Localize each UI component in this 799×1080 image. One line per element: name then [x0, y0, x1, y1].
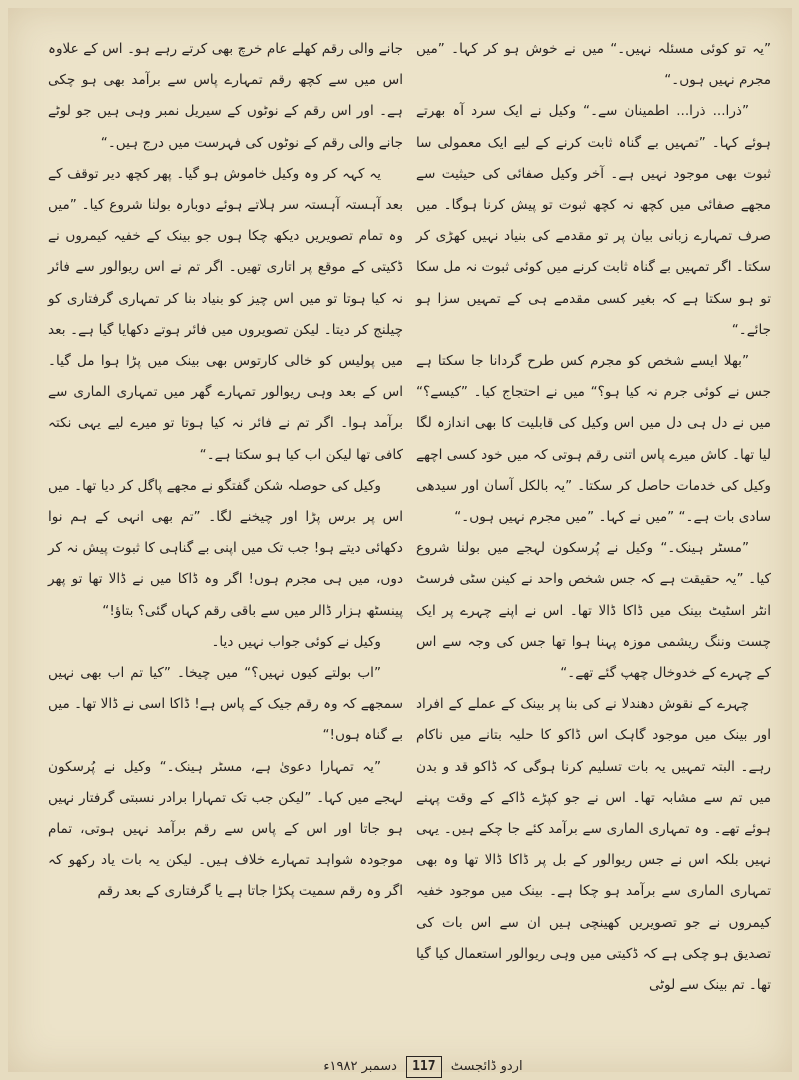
page-number: 117	[406, 1056, 441, 1078]
paragraph: ”ذرا... ذرا... اطمینان سے۔“ وکیل نے ایک سرد آہ بھرتے ہوئے کہا۔ ”تمہیں بے گناہ ثابت کرنے کے لیے ایک معمولی سا ثبوت بھی موجود نہیں ہے۔ آخر وکیل صفائی کی حیثیت سے مجھے صفائی میں کچھ نہ کچھ ثبوت تو پیش کرنا ہوگا۔ میں صرف تمہارے زبانی بیان پر تو مقدمے کی بنیاد نہیں کھڑی کر سکتا۔ اگر تمہیں بے گناہ ثابت کرنے میں کوئی ثبوت نہ مل سکا تو ہو سکتا ہے کہ بغیر کسی مقدمے ہی کے تمہیں سزا ہو جائے۔“	[416, 103, 771, 338]
paragraph: ”بھلا ایسے شخص کو مجرم کس طرح گردانا جا سکتا ہے جس نے کوئی جرم نہ کیا ہو؟“ میں نے احتجاج کیا۔ ”کیسے؟“ میں نے دل ہی دل میں اس وکیل کی قابلیت کا بھی اندازہ لگا لیا تھا۔ کاش میرے پاس اتنی رقم ہوتی کہ میں خود کسی اچھے وکیل کی خدمات حاصل کر سکتا۔ ”یہ بالکل آسان اور سیدھی سادی بات ہے۔“ ”میں نے کہا۔ ”میں مجرم نہیں ہوں۔“	[416, 353, 771, 526]
paragraph: ”اب بولتے کیوں نہیں؟“ میں چیخا۔ ”کیا تم اب بھی نہیں سمجھے کہ وہ رقم جیک کے پاس ہے! ڈاکا اسی نے ڈالا تھا۔ میں بے گناہ ہوں!“	[48, 665, 403, 744]
text-column-right	[416, 34, 771, 1001]
paragraph: یہ کہہ کر وہ وکیل خاموش ہو گیا۔ پھر کچھ دیر توقف کے بعد آہستہ آہستہ سر ہلاتے ہوئے دوبارہ بولنا شروع کیا۔ ”میں وہ تمام تصویریں دیکھ چکا ہوں جو بینک کے خفیہ کیمروں نے ڈکیتی کے موقع پر اتاری تھیں۔ اگر تم نے اس ریوالور سے فائر نہ کیا ہوتا تو میں اس چیز کو بنیاد بنا کر تمہاری گرفتاری کو چیلنج کر دیتا۔ لیکن تصویروں میں فائر ہوتے دکھایا گیا ہے۔ بعد میں پولیس کو خالی کارتوس بھی بینک میں پڑا ہوا مل گیا۔ اس کے بعد وہی ریوالور تمہارے گھر میں تمہاری الماری سے برآمد ہوا۔ اگر تم نے فائر نہ کیا ہوتا تو میرے لیے یہی نکتہ کافی تھا لیکن اب کیا ہو سکتا ہے۔“	[48, 165, 403, 463]
paragraph: وکیل کی حوصلہ شکن گفتگو نے مجھے پاگل کر دیا تھا۔ میں اس پر برس پڑا اور چیخنے لگا۔ ”تم بھی انہی کے ہم نوا دکھائی دیتے ہو! جب تک میں اپنی بے گناہی کا ثبوت پیش نہ کر دوں، میں ہی مجرم ہوں! اگر وہ ڈاکا میں نے ڈالا تھا تو پھر پینسٹھ ہزار ڈالر میں سے باقی رقم کہاں گئی؟ بتاؤ!“	[48, 477, 403, 619]
paragraph: ”یہ تمہارا دعویٰ ہے، مسٹر ہینک۔“ وکیل نے پُرسکون لہجے میں کہا۔ ”لیکن جب تک تمہارا برادر نسبتی گرفتار نہیں ہو جاتا اور اس کے پاس سے رقم برآمد نہیں ہوتی، تمام موجودہ شواہد تمہارے خلاف ہیں۔ لیکن یہ بات یاد رکھو کہ اگر وہ رقم سمیت پکڑا جاتا ہے یا گرفتاری کے بعد رقم	[48, 758, 403, 900]
paragraph: چہرے کے نقوش دھندلا نے کی بنا پر بینک کے عملے کے افراد اور بینک میں موجود گاہک اس ڈاکو کا حلیہ بتانے میں ناکام رہے۔ البتہ تمہیں یہ بات تسلیم کرنا ہوگی کہ ڈاکو قد و بدن میں تم سے مشابہ تھا۔ اس نے جو کپڑے ڈاکے کے وقت پہنے ہوئے تھے۔ وہ تمہاری الماری سے برآمد کئے جا چکے ہیں۔ یہی نہیں بلکہ اس نے جس ریوالور کے بل پر ڈاکا ڈالا تھا وہ بھی تمہاری الماری سے برآمد ہو چکا ہے۔ بینک میں موجود خفیہ کیمروں نے جو تصویریں کھینچی ہیں ان سے اس بات کی تصدیق ہو چکی ہے کہ ڈکیتی میں وہی ریوالور استعمال کیا گیا تھا۔ تم بینک سے لوٹی	[416, 696, 771, 994]
paragraph: جانے والی رقم کھلے عام خرچ بھی کرتے رہے ہو۔ اس کے علاوہ اس میں سے کچھ رقم تمہارے پاس سے برآمد بھی ہو چکی ہے۔ اور اس رقم کے نوٹوں کے سیریل نمبر وہی ہیں جو لوٹے جانے والی رقم کے نوٹوں کی فہرست میں درج ہیں۔“	[48, 41, 403, 151]
paragraph: ”مسٹر ہینک۔“ وکیل نے پُرسکون لہجے میں بولنا شروع کیا۔ ”یہ حقیقت ہے کہ جس شخص واحد نے کینن سٹی فرسٹ انٹر اسٹیٹ بینک میں ڈاکا ڈالا تھا۔ اس نے اپنے چہرے پر ایک چست وننگ ریشمی موزہ پہنا ہوا تھا جس کی وجہ سے اس کے چہرے کے خدوخال چھپ گئے تھے۔“	[416, 540, 771, 682]
text-column-left	[48, 34, 403, 908]
page-footer	[308, 1056, 538, 1078]
issue-date: دسمبر ۱۹۸۲ء	[323, 1059, 397, 1074]
paragraph: ”یہ تو کوئی مسئلہ نہیں۔“ میں نے خوش ہو کر کہا۔ ”میں مجرم نہیں ہوں۔“	[416, 41, 771, 89]
publication-name: اردو ڈائجسٹ	[450, 1059, 523, 1074]
page-paper	[8, 8, 792, 1072]
paragraph: وکیل نے کوئی جواب نہیں دیا۔	[211, 633, 381, 650]
